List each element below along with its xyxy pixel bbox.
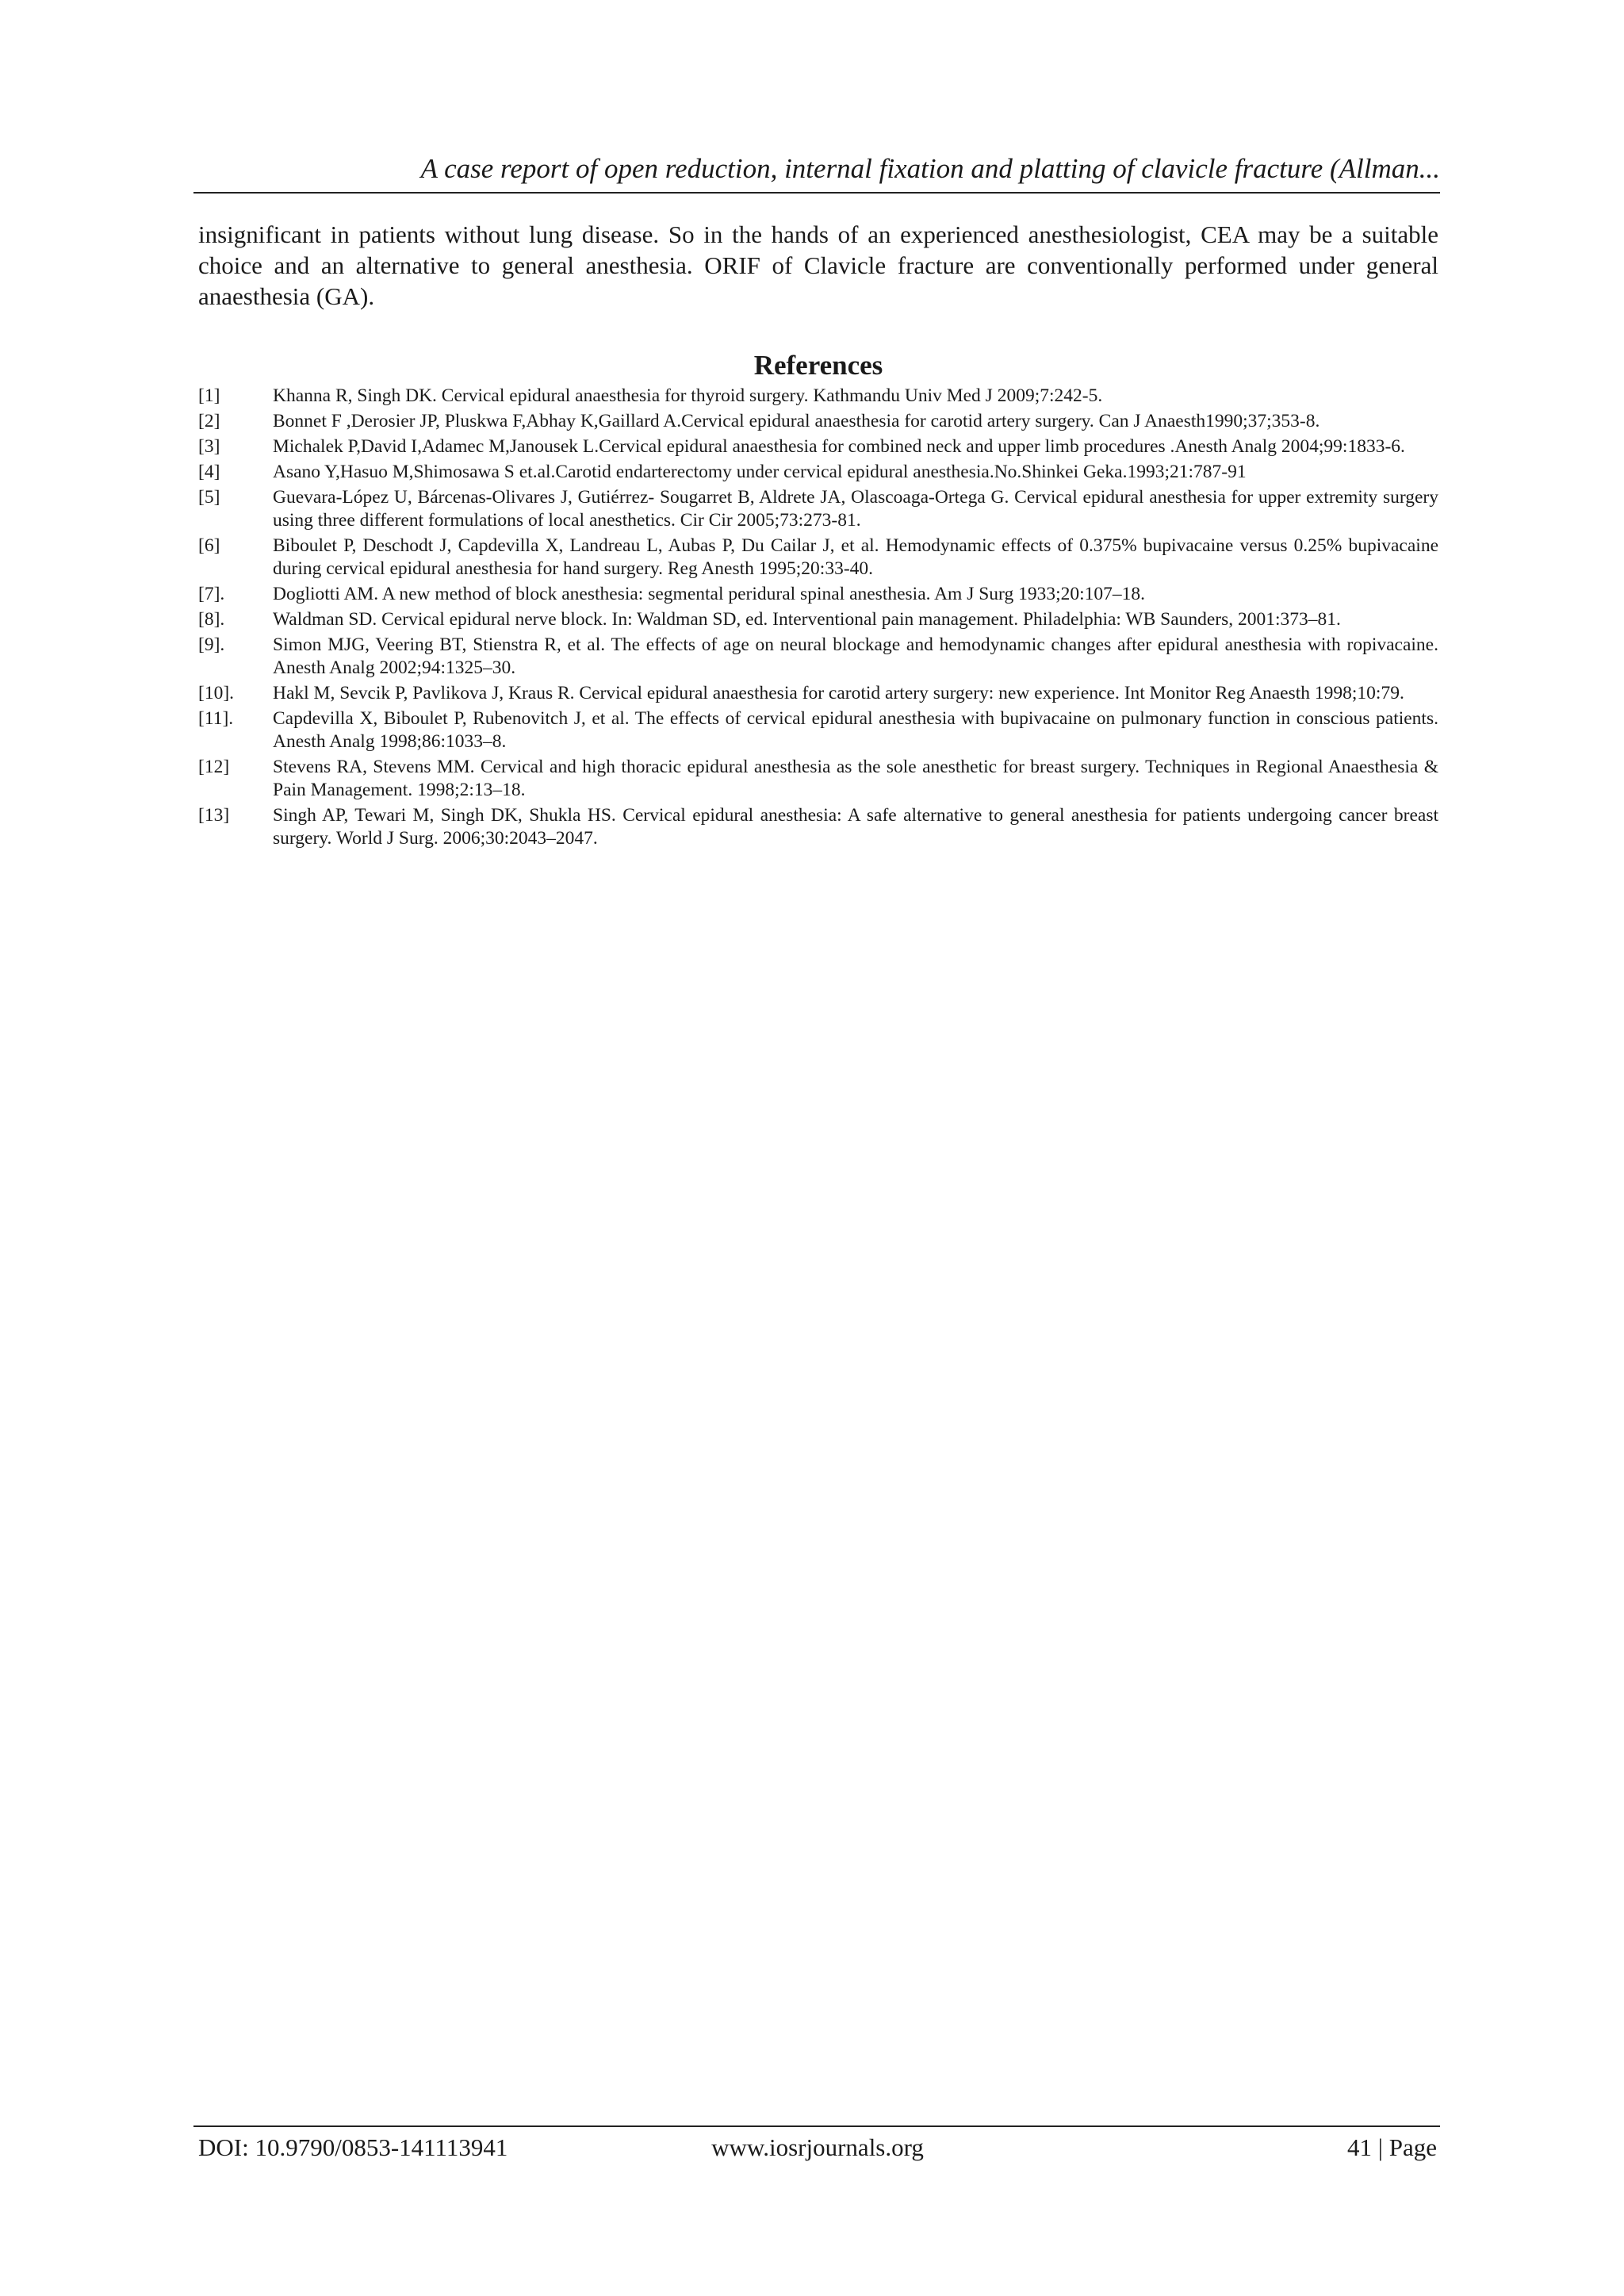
reference-number: [9]. [198,634,225,655]
reference-number: [5] [198,487,220,508]
reference-number: [8]. [198,609,225,630]
footer-doi: DOI: 10.9790/0853-141113941 [198,2133,508,2161]
reference-list [198,385,1438,853]
reference-text: Dogliotti AM. A new method of block anesthesia: segmental peridural spinal anesthesia. Am J Surg 1933;20:107–18. [273,584,1146,604]
reference-item-6 [198,535,1438,581]
reference-item-7 [198,583,1438,606]
reference-number: [1] [198,385,220,406]
reference-text: Khanna R, Singh DK. Cervical epidural anaesthesia for thyroid surgery. Kathmandu Univ Med J 2009;7:242-5. [273,385,1103,406]
reference-item-13 [198,804,1438,850]
reference-item-11 [198,707,1438,753]
running-header-title: A case report of open reduction, internal fixation and platting of clavicle fracture (Allman... [420,153,1440,184]
footer-page-number: 41 | Page [1347,2133,1437,2161]
reference-item-4 [198,461,1438,484]
reference-number: [10]. [198,683,235,703]
reference-text: Waldman SD. Cervical epidural nerve block. In: Waldman SD, ed. Interventional pain management. Philadelphia: WB Saunders, 2001:373–81. [273,609,1341,630]
reference-text: Michalek P,David I,Adamec M,Janousek L.Cervical epidural anaesthesia for combined neck and upper limb procedures .Anesth Analg 2004;99:1833-6. [273,436,1405,457]
reference-text: Singh AP, Tewari M, Singh DK, Shukla HS. Cervical epidural anesthesia: A safe alternative to general anesthesia for patients undergoing cancer breast surgery. World J Surg. 2006;30:2043–2047. [273,805,1438,849]
reference-text: Biboulet P, Deschodt J, Capdevilla X, Landreau L, Aubas P, Du Cailar J, et al. Hemodynamic effects of 0.375% bupivacaine versus 0.25% bupivacaine during cervical epidural anesthesia for hand surgery. Reg Anesth 1995;20:33-40. [273,535,1438,579]
reference-number: [13] [198,805,230,826]
reference-item-1 [198,385,1438,408]
header-divider [193,192,1440,194]
reference-text: Bonnet F ,Derosier JP, Pluskwa F,Abhay K,Gaillard A.Cervical epidural anaesthesia for carotid artery surgery. Can J Anaesth1990;37;353-8. [273,411,1320,431]
body-paragraph: insignificant in patients without lung disease. So in the hands of an experienced anesthesiologist, CEA may be a suitable choice and an alternative to general anesthesia. ORIF of Clavicle fracture are conventionally performed under general anaesthesia (GA). [198,220,1438,310]
reference-text: Asano Y,Hasuo M,Shimosawa S et.al.Carotid endarterectomy under cervical epidural anesthesia.No.Shinkei Geka.1993;21:787-91 [273,462,1247,482]
reference-item-3 [198,435,1438,458]
reference-number: [6] [198,535,220,556]
reference-number: [3] [198,436,220,457]
reference-text: Stevens RA, Stevens MM. Cervical and high thoracic epidural anesthesia as the sole anesthetic for breast surgery. Techniques in Regional Anaesthesia & Pain Management. 1998;2:13–18. [273,757,1438,800]
reference-text: Hakl M, Sevcik P, Pavlikova J, Kraus R. Cervical epidural anaesthesia for carotid artery surgery: new experience. Int Monitor Reg Anaesth 1998;10:79. [273,683,1404,703]
reference-item-2 [198,410,1438,433]
reference-item-8 [198,608,1438,631]
reference-number: [2] [198,411,220,431]
reference-text: Guevara-López U, Bárcenas-Olivares J, Gutiérrez- Sougarret B, Aldrete JA, Olascoaga-Ortega G. Cervical epidural anesthesia for upper extremity surgery using three different formulations of local anesthetics. Cir Cir 2005;73:273-81. [273,487,1438,531]
reference-item-10 [198,682,1438,705]
reference-text: Simon MJG, Veering BT, Stienstra R, et al. The effects of age on neural blockage and hemodynamic changes after epidural anesthesia with ropivacaine. Anesth Analg 2002;94:1325–30. [273,634,1438,678]
reference-item-9 [198,634,1438,680]
reference-number: [7]. [198,584,225,604]
reference-number: [4] [198,462,220,482]
reference-number: [12] [198,757,230,777]
footer-divider [193,2125,1440,2127]
reference-number: [11]. [198,708,234,729]
reference-text: Capdevilla X, Biboulet P, Rubenovitch J, et al. The effects of cervical epidural anesthesia with bupivacaine on pulmonary function in conscious patients. Anesth Analg 1998;86:1033–8. [273,708,1438,752]
reference-item-12 [198,756,1438,802]
reference-item-5 [198,486,1438,532]
footer-website: www.iosrjournals.org [711,2133,924,2161]
references-heading: References [753,350,883,381]
